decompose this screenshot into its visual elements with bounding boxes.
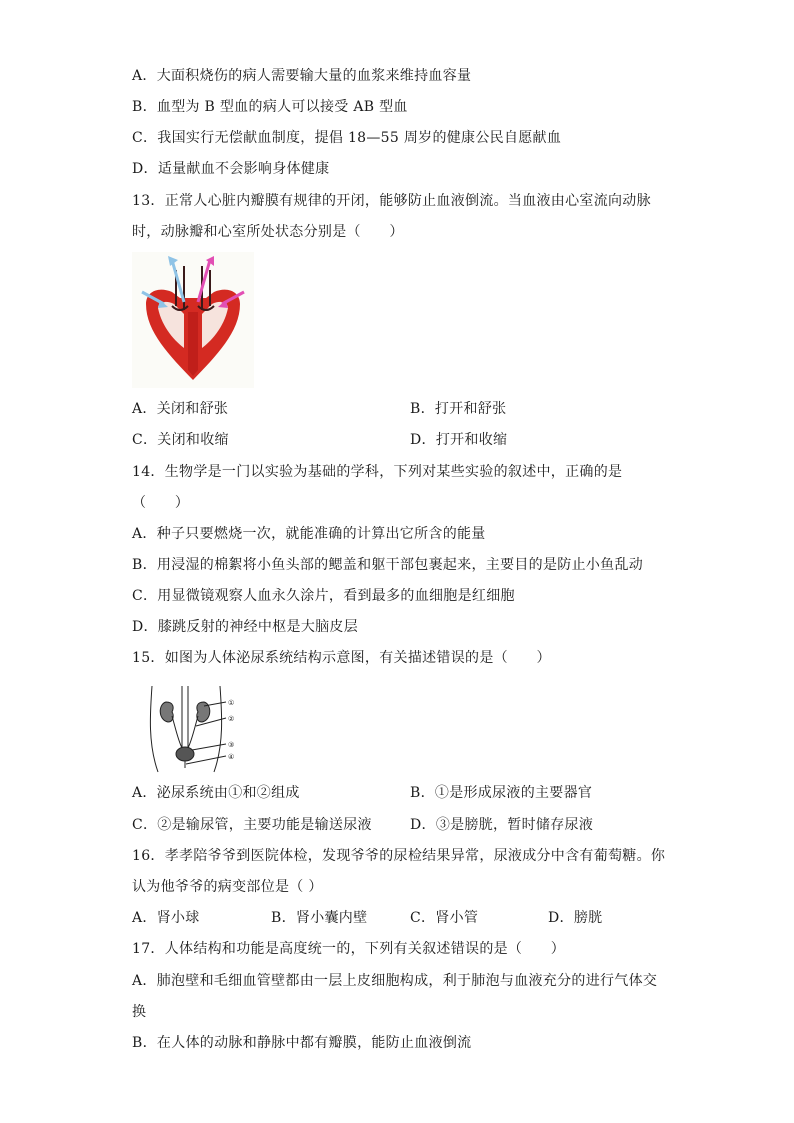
- q12-option-d: D．适量献血不会影响身体健康: [132, 161, 330, 177]
- q17-option-a-line2: 换: [132, 1004, 147, 1020]
- q14-option-c: C．用显微镜观察人血永久涂片，看到最多的血细胞是红细胞: [132, 588, 515, 604]
- q16-option-a: A．肾小球: [132, 910, 200, 926]
- label-2: ②: [228, 715, 235, 723]
- q14-stem-line1: 14．生物学是一门以实验为基础的学科，下列对某些实验的叙述中，正确的是: [132, 464, 623, 480]
- q12-option-a: A．大面积烧伤的病人需要输大量的血浆来维持血容量: [132, 68, 472, 84]
- q15-option-d: D．③是膀胱，暂时储存尿液: [410, 817, 594, 833]
- q14-option-d: D．膝跳反射的神经中枢是大脑皮层: [132, 619, 359, 635]
- q15-option-b: B．①是形成尿液的主要器官: [410, 785, 593, 801]
- q15-option-a: A．泌尿系统由①和②组成: [132, 785, 300, 801]
- q13-stem-line2: 时，动脉瓣和心室所处状态分别是（ ）: [132, 224, 404, 240]
- q13-option-a: A．关闭和舒张: [132, 401, 229, 417]
- q14-option-a: A．种子只要燃烧一次，就能准确的计算出它所含的能量: [132, 526, 486, 542]
- ureters: [172, 716, 198, 748]
- q16-stem-line2: 认为他爷爷的病变部位是（ ）: [132, 879, 323, 895]
- q17-stem: 17．人体结构和功能是高度统一的，下列有关叙述错误的是（ ）: [132, 941, 566, 957]
- q12-option-c: C．我国实行无偿献血制度，提倡 18—55 周岁的健康公民自愿献血: [132, 130, 562, 146]
- q15-stem: 15．如图为人体泌尿系统结构示意图，有关描述错误的是（ ）: [132, 650, 551, 666]
- left-kidney: [160, 702, 173, 722]
- urinary-system-diagram: [144, 684, 248, 774]
- q13-stem-line1: 13．正常人心脏内瓣膜有规律的开闭，能够防止血液倒流。当血液由心室流向动脉: [132, 193, 651, 209]
- q16-option-c: C．肾小管: [410, 910, 479, 926]
- heart-valve-diagram: [132, 252, 254, 388]
- label-4: ④: [228, 753, 235, 761]
- septum: [188, 312, 198, 376]
- q13-option-c: C．关闭和收缩: [132, 432, 229, 448]
- q14-stem-line2: （ ）: [132, 495, 190, 511]
- q12-option-b: B．血型为 B 型血的病人可以接受 AB 型血: [132, 99, 408, 115]
- q17-option-a-line1: A．肺泡壁和毛细血管壁都由一层上皮细胞构成，利于肺泡与血液充分的进行气体交: [132, 973, 658, 989]
- label-3: ③: [228, 741, 235, 749]
- q16-option-d: D．膀胱: [548, 910, 603, 926]
- q15-option-c: C．②是输尿管，主要功能是输送尿液: [132, 817, 372, 833]
- q17-option-b: B．在人体的动脉和静脉中都有瓣膜，能防止血液倒流: [132, 1035, 472, 1051]
- q13-option-b: B．打开和舒张: [410, 401, 507, 417]
- q16-option-b: B．肾小囊内壁: [271, 910, 368, 926]
- q14-option-b: B．用浸湿的棉絮将小鱼头部的鳃盖和躯干部包裹起来，主要目的是防止小鱼乱动: [132, 557, 644, 573]
- label-1: ①: [228, 699, 235, 707]
- bladder: [176, 747, 194, 761]
- q13-option-d: D．打开和收缩: [410, 432, 508, 448]
- q16-stem-line1: 16．孝孝陪爷爷到医院体检，发现爷爷的尿检结果异常，尿液成分中含有葡萄糖。你: [132, 848, 666, 864]
